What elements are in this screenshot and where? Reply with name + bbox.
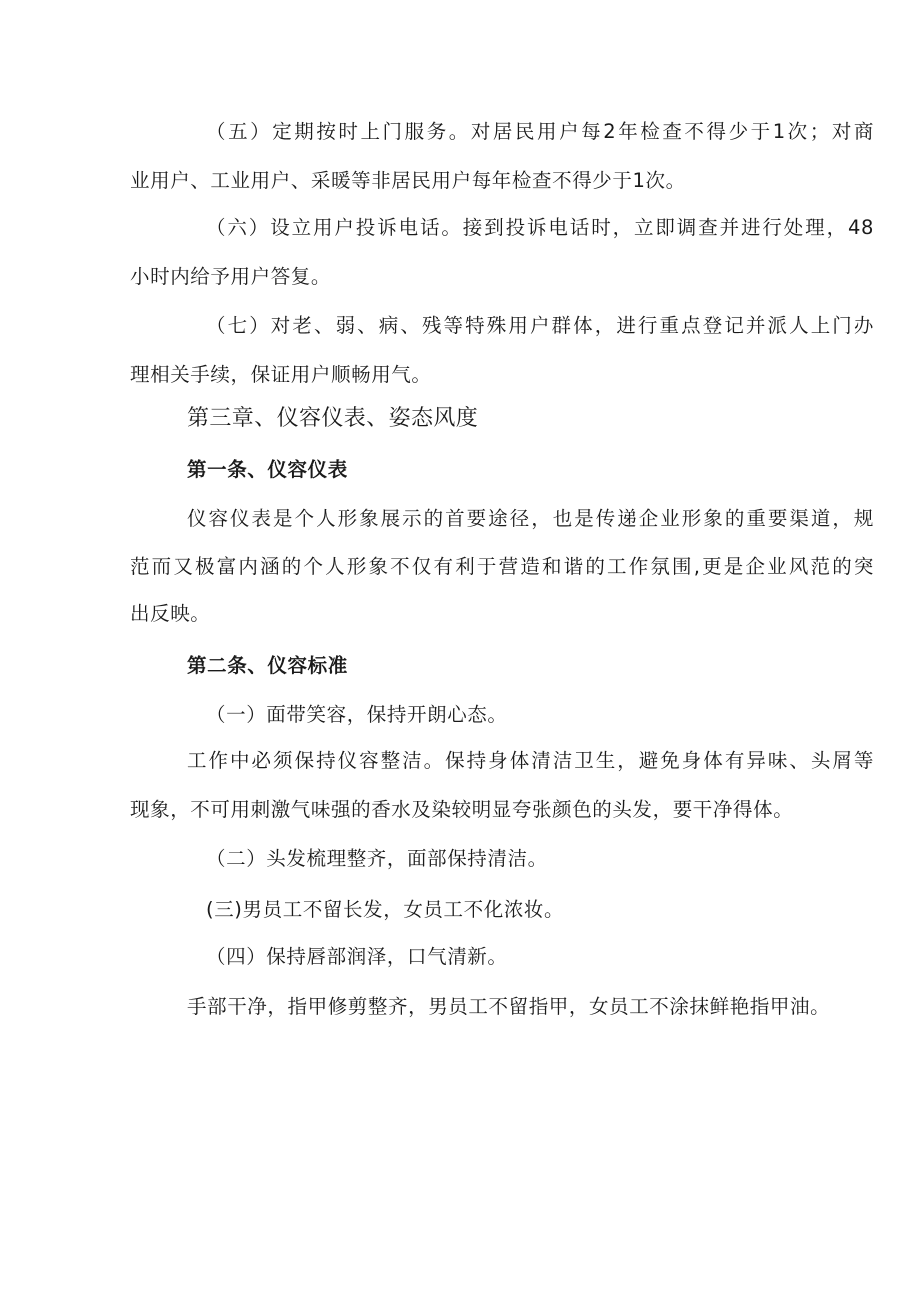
paragraph-6-line-1: （六）设立用户投诉电话。接到投诉电话时，立即调查并进行处理，48 (206, 216, 874, 239)
article-1-line-2: 范而又极富内涵的个人形象不仅有利于营造和谐的工作氛围,更是企业风范的突 (130, 555, 874, 578)
item-4: （四）保持唇部润泽，口气清新。 (206, 945, 508, 968)
item-2: （二）头发梳理整齐，面部保持清洁。 (206, 847, 548, 870)
item-1: （一）面带笑容，保持开朗心态。 (206, 703, 508, 726)
paragraph-5-line-2: 业用户、工业用户、采暖等非居民用户每年检查不得少于1次。 (130, 169, 686, 192)
paragraph-7-line-2: 理相关手续，保证用户顺畅用气。 (130, 363, 432, 386)
article-1-line-1: 仪容仪表是个人形象展示的首要途径，也是传递企业形象的重要渠道，规 (187, 507, 874, 530)
paragraph-7-line-1: （七）对老、弱、病、残等特殊用户群体，进行重点登记并派人上门办 (206, 314, 874, 337)
article-1-line-3: 出反映。 (130, 602, 211, 625)
chapter-heading: 第三章、仪容仪表、姿态风度 (187, 406, 479, 431)
item-1-detail-line-2: 现象，不可用刺激气味强的香水及染较明显夸张颜色的头发，要干净得体。 (130, 798, 794, 821)
paragraph-5-line-1: （五）定期按时上门服务。对居民用户每2年检查不得少于1次；对商 (206, 120, 874, 143)
item-1-detail-line-1: 工作中必须保持仪容整洁。保持身体清洁卫生，避免身体有异味、头屑等 (187, 749, 874, 772)
item-4-detail: 手部干净，指甲修剪整齐，男员工不留指甲，女员工不涂抹鲜艳指甲油。 (187, 995, 831, 1018)
article-2-heading: 第二条、仪容标准 (187, 654, 348, 677)
item-3: (三)男员工不留长发，女员工不化浓妆。 (206, 898, 565, 921)
paragraph-6-line-2: 小时内给予用户答复。 (130, 265, 332, 288)
article-1-heading: 第一条、仪容仪表 (187, 458, 348, 481)
